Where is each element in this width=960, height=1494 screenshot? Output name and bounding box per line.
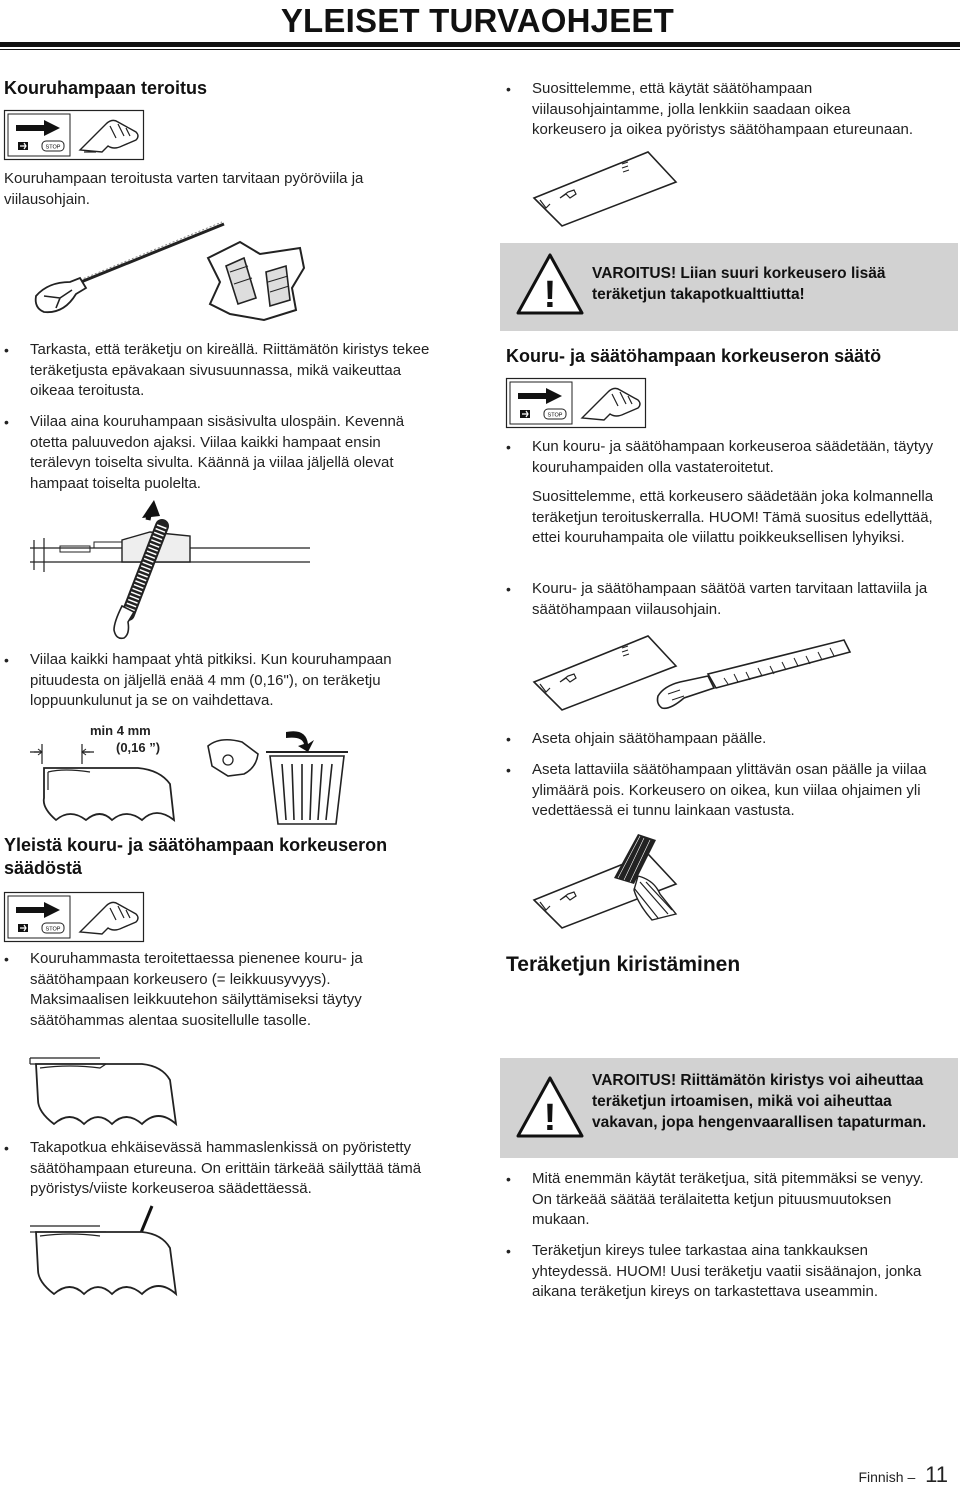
page-title: YLEISET TURVAOHJEET — [280, 2, 674, 39]
warning-box-depth — [500, 243, 958, 331]
bullet-chain-stretches: • Mitä enemmän käytät teräketjua, sitä pitemmäksi se venyy. On tärkeää säätää terälaitetta ketjun pituusmuutoksen mukaan. — [506, 1169, 936, 1231]
bullet-use-depth-gauge-tool: • Suosittelemme, että käytät säätöhampaan viilausohjaintamme, jolla lenkkiin saadaan oikea korkeusero ja oikea pyöristys säätöhampaan etureunaan. — [506, 79, 926, 141]
bullet-flat-file-needed: • Kouru- ja säätöhampaan säätöä varten tarvitaan lattaviila ja säätöhampaan viilausohjain. — [506, 579, 946, 620]
filing-over-guide-icon — [530, 834, 690, 930]
filing-direction-icon — [30, 496, 310, 646]
warning-text-tension: VAROITUS! Riittämätön kiristys voi aiheuttaa teräketjun irtoamisen, mikä voi aiheuttaa vakavan, jopa hengenvaarallisen tapaturman. — [592, 1072, 927, 1131]
heading-yleista-korkeuseron-saadosta: Yleistä kouru- ja säätöhampaan korkeuseron säädöstä — [4, 835, 388, 878]
sharpening-pictogram-icon — [4, 110, 144, 160]
anti-kickback-link-icon — [30, 1200, 180, 1300]
bullet-rounded-front: • Takapotkua ehkäisevässä hammaslenkissä on pyöristetty säätöhampaan etureuna. On erittäin tärkeää säilyttää tämä pyöristys/viiste korkeuseroa säädettäessä. — [4, 1138, 424, 1200]
warning-triangle-icon — [516, 253, 584, 315]
header-rule-thick — [0, 42, 960, 47]
depth-gauge-pictogram-icon — [4, 892, 144, 942]
warning-triangle-icon-2 — [516, 1076, 584, 1138]
svg-text:!: ! — [543, 1097, 557, 1139]
footer-language: Finnish — [858, 1469, 904, 1485]
heading-teraketjun-kiristaminen: Teräketjun kiristäminen — [506, 953, 741, 976]
bullet-file-excess: • Aseta lattaviila säätöhampaan ylittävän osan päälle ja viilaa ylimäärä pois. Korkeusero on oikea, kun viilaa ohjaimen yli vedettäessä ei tunnu lainkaan vastusta. — [506, 760, 946, 822]
flat-file-icon — [654, 636, 854, 716]
svg-text:!: ! — [543, 274, 557, 316]
footer-dash: – — [907, 1469, 916, 1485]
file-guide-icon — [200, 238, 310, 323]
min-016-label: (0,16 ”) — [116, 740, 161, 755]
warning-box-tension — [500, 1058, 958, 1158]
chain-link-icon — [30, 1050, 180, 1130]
heading-korkeuseron-saato: Kouru- ja säätöhampaan korkeuseron säätö — [506, 346, 882, 366]
svg-text:STOP: STOP — [45, 926, 61, 933]
bullet-file-inside-out: • Viilaa aina kouruhampaan sisäsivulta ulospäin. Kevennä otetta paluuvedon ajaksi. Viilaa kaikki hampaat ensin terälevyn toiselta sivulta. Käännä ja viilaa jäljellä olevat hampaat toiselta puolelta. — [4, 412, 444, 494]
header-rule-thin — [0, 49, 960, 50]
bullet-check-tension-refuel: • Teräketjun kireys tulee tarkastaa aina tankkauksen yhteydessä. HUOM! Uusi teräketju vaatii sisäänajon, jonka aikana teräketjun kireys on tarkastettava useammin. — [506, 1241, 936, 1303]
min-4mm-label: min 4 mm — [90, 723, 151, 738]
bullet-check-tension: • Tarkasta, että teräketju on kireällä. Riittämätön kiristys tekee teräketjusta epävakaan sivusuunnassa, mikä vaikeuttaa oikeaa teroitusta. — [4, 340, 444, 402]
bullet-place-guide: • Aseta ohjain säätöhampaan päälle. — [506, 729, 946, 750]
intro-round-file: Kouruhampaan teroitusta varten tarvitaan pyöröviila ja viilausohjain. — [4, 170, 364, 208]
para-every-third-time: Suosittelemme, että korkeusero säädetään joka kolmannella teräketjun teroituskerralla. HUOM! Tämä suositus edellyttää, ettei kouruhampaita ole viilattu poikkeuksellisen lyhyiksi. — [532, 488, 934, 546]
depth-gauge-tool-icon — [530, 148, 680, 228]
footer-page-number: 11 — [925, 1462, 948, 1487]
depth-adjust-pictogram-icon — [506, 378, 646, 428]
svg-text:STOP: STOP — [547, 412, 563, 419]
warning-text-depth: VAROITUS! Liian suuri korkeusero lisää teräketjun takapotkualttiutta! — [592, 265, 886, 303]
worn-tooth-icon — [30, 728, 360, 828]
heading-kouruhampaan-teroitus: Kouruhampaan teroitus — [4, 78, 208, 98]
bullet-depth-decreases: • Kouruhammasta teroitettaessa pienenee kouru- ja säätöhampaan korkeusero (= leikkuusyvyys). Maksimaalisen leikkuutehon säilyttämiseksi täytyy säätöhammas alentaa suositellulle tasolle. — [4, 949, 424, 1031]
svg-text:STOP: STOP — [45, 144, 61, 151]
bullet-cutters-sharpened: • Kun kouru- ja säätöhampaan korkeuseroa säädetään, täytyy kouruhampaiden olla vastateroitetut. — [506, 437, 946, 478]
bullet-file-equal-length: • Viilaa kaikki hampaat yhtä pitkiksi. Kun kouruhampaan pituudesta on jäljellä enää 4 mm (0,16"), on teräketju loppuunkulunut ja se on vaihdettava. — [4, 650, 444, 712]
page-footer — [858, 1462, 948, 1488]
